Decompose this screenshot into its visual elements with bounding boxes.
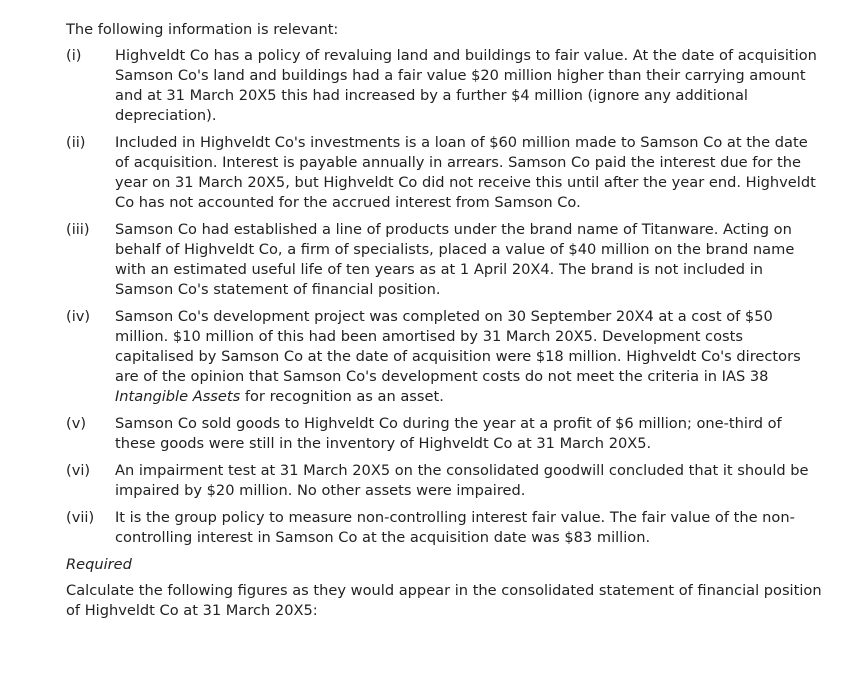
note-text: Included in Highveldt Co's investments is a loan of $60 million made to Samson Co at the date of acquisition. Interest is payable annually in arrears. Samson Co paid the interest due for the year on 31 March 20X5, but Highveldt Co did not receive this until after the year end. Highveldt Co has not accounted for the accrued interest from Samson Co.: [115, 134, 816, 211]
note-text: An impairment test at 31 March 20X5 on the consolidated goodwill concluded that it should be impaired by $20 million. No other assets were impaired.: [115, 462, 809, 499]
note-number: (vi): [66, 462, 91, 479]
note-item-iii: [66, 220, 823, 300]
note-number: (i): [66, 47, 82, 64]
note-item-vi: [66, 461, 823, 501]
task-text: Calculate the following figures as they would appear in the consolidated statement of financial position of Highveldt Co at 31 March 20X5:: [66, 582, 822, 619]
required-heading: Required: [66, 556, 132, 573]
note-number: (iii): [66, 221, 90, 238]
note-number: (vii): [66, 509, 95, 526]
note-item-v: [66, 414, 823, 454]
note-item-ii: [66, 133, 823, 213]
note-text: Highveldt Co has a policy of revaluing land and buildings to fair value. At the date of acquisition Samson Co's land and buildings had a fair value $20 million higher than their carrying amount and at 31 March 20X5 this had increased by a further $4 million (ignore any additional depreciation).: [115, 47, 817, 124]
note-text: Samson Co had established a line of products under the brand name of Titanware. Acting on behalf of Highveldt Co, a firm of specialists, placed a value of $40 million on the brand name with an estimated useful life of ten years as at 1 April 20X4. The brand is not included in Samson Co's statement of financial position.: [115, 221, 795, 298]
note-item-iv: [66, 307, 823, 407]
note-text: Samson Co sold goods to Highveldt Co during the year at a profit of $6 million; one-third of these goods were still in the inventory of Highveldt Co at 31 March 20X5.: [115, 415, 782, 452]
note-item-i: [66, 46, 823, 126]
intro-text: The following information is relevant:: [66, 21, 339, 38]
note-number: (ii): [66, 134, 86, 151]
note-text: It is the group policy to measure non-controlling interest fair value. The fair value of the non-controlling interest in Samson Co at the acquisition date was $83 million.: [115, 509, 795, 546]
note-text-part: Samson Co's development project was completed on 30 September 20X4 at a cost of $50 million. $10 million of this had been amortised by 31 March 20X5. Development costs capitalised by Samson Co at the date of acquisition were $18 million. Highveldt Co's directors are of the opinion that Samson Co's development costs do not meet the criteria in IAS 38: [115, 308, 801, 385]
note-number: (v): [66, 415, 87, 432]
note-text: [115, 307, 823, 407]
note-text-part: for recognition as an asset.: [240, 388, 444, 405]
note-item-vii: [66, 508, 823, 548]
standard-title: Intangible Assets: [115, 388, 241, 405]
note-number: (iv): [66, 308, 91, 325]
